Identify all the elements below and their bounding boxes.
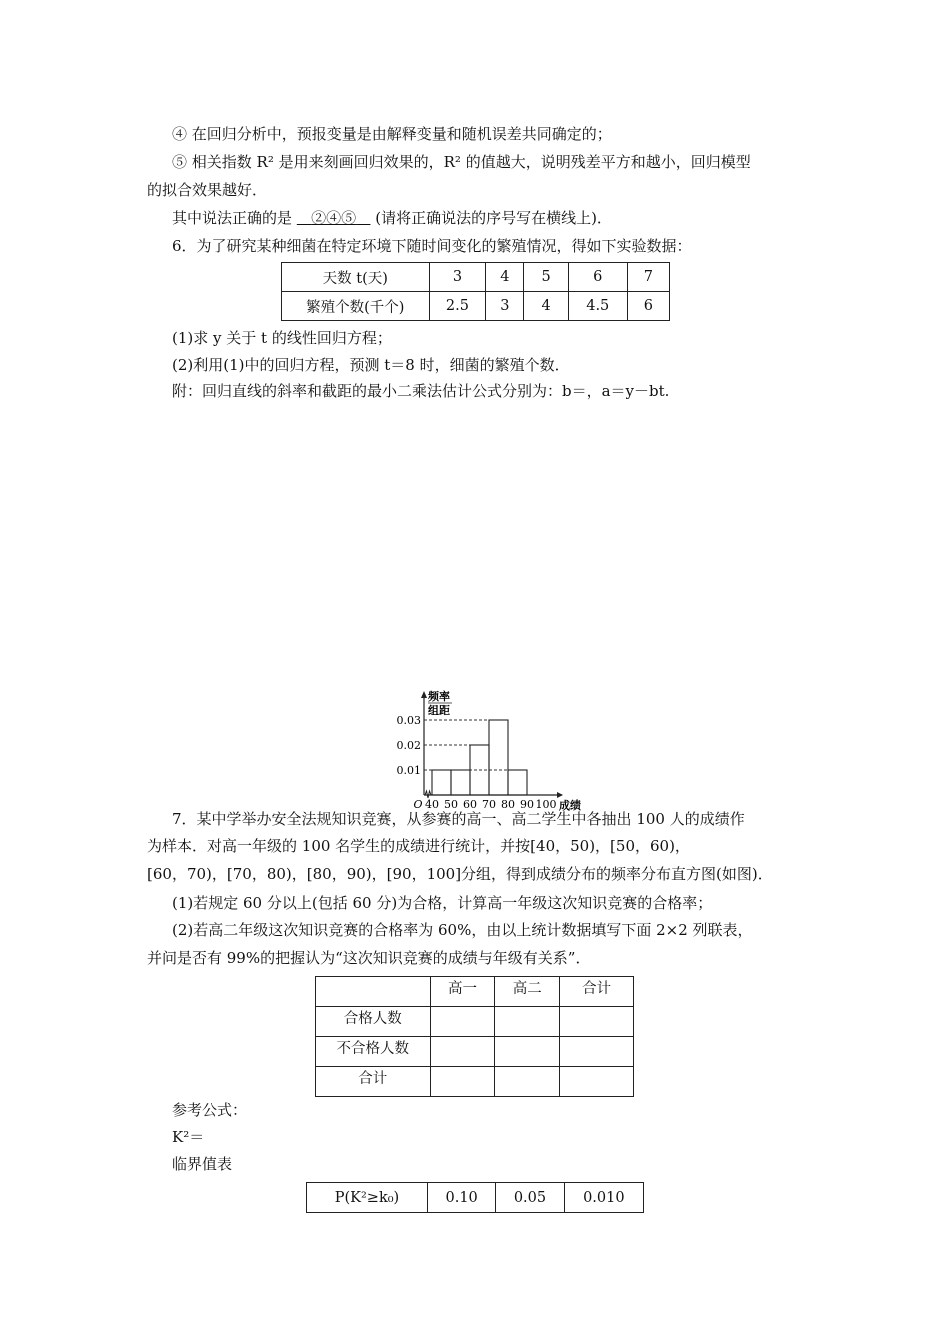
answer-value: ②④⑤ <box>311 209 357 227</box>
q6-cell: 7 <box>627 263 669 292</box>
x-tick-label: 60 <box>463 798 477 811</box>
q7-part2-line2: 并问是否有 99%的把握认为“这次知识竞赛的成绩与年级有关系”． <box>147 949 591 967</box>
q6-cell: 2.5 <box>429 292 486 321</box>
x-tick-label: 90 <box>520 798 534 811</box>
contingency-header: 高一 <box>430 977 495 1007</box>
q6-cell: 3 <box>429 263 486 292</box>
critical-value-table <box>306 1182 644 1213</box>
contingency-cell <box>430 1007 495 1037</box>
x-axis-arrow <box>557 792 563 798</box>
y-axis-label-numerator: 频率 <box>428 690 450 703</box>
q7-line3: [60，70)，[70，80)，[80，90)，[90，100]分组，得到成绩分布的频率分布直方图(如图)． <box>147 865 773 883</box>
critical-value: 0.05 <box>496 1183 564 1213</box>
y-tick-label: 0.01 <box>396 764 421 777</box>
q6-cell: 6 <box>568 263 627 292</box>
histogram-bar <box>489 720 508 795</box>
q6-cell: 4.5 <box>568 292 627 321</box>
x-tick-label: 50 <box>444 798 458 811</box>
q7-part2-line1: (2)若高二年级这次知识竞赛的合格率为 60%，由以上统计数据填写下面 2×2 列联表， <box>172 921 753 939</box>
q6-cell: 5 <box>524 263 568 292</box>
answer-line <box>172 208 612 228</box>
q6-cell: 4 <box>524 292 568 321</box>
critical-value: 0.010 <box>564 1183 643 1213</box>
histogram-bar <box>508 770 527 795</box>
y-axis-arrow <box>421 691 427 698</box>
statement-5-line1: ⑤ 相关指数 R² 是用来刻画回归效果的，R² 的值越大，说明残差平方和越小，回归模型 <box>172 153 751 171</box>
q6-appendix: 附：回归直线的斜率和截距的最小二乘法估计公式分别为：b＝，a＝y－bt. <box>172 382 670 400</box>
contingency-cell <box>430 1037 495 1067</box>
histogram-bar <box>451 770 470 795</box>
q6-cell: 6 <box>627 292 669 321</box>
contingency-cell <box>495 1007 560 1037</box>
contingency-row-label: 合格人数 <box>316 1007 431 1037</box>
answer-suffix: (请将正确说法的序号写在横线上)． <box>375 209 612 227</box>
critical-value: 0.10 <box>427 1183 495 1213</box>
critical-table-title: 临界值表 <box>172 1155 233 1173</box>
q7-line2: 为样本．对高一年级的 100 名学生的成绩进行统计，并按[40，50)，[50，60)， <box>147 837 690 855</box>
contingency-header: 合计 <box>560 977 634 1007</box>
y-tick-label: 0.03 <box>396 714 421 727</box>
x-tick-label: 80 <box>501 798 515 811</box>
answer-prefix: 其中说法正确的是 <box>172 209 293 227</box>
q6-row1-label: 天数 t(天) <box>282 263 430 292</box>
y-tick-label: 0.02 <box>396 739 421 752</box>
frequency-histogram <box>392 690 592 815</box>
q6-stem: 6．为了研究某种细菌在特定环境下随时间变化的繁殖情况，得如下实验数据： <box>172 237 692 255</box>
q6-data-table <box>281 262 670 321</box>
contingency-row-label: 不合格人数 <box>316 1037 431 1067</box>
contingency-cell <box>560 1007 634 1037</box>
x-tick-label: 70 <box>482 798 496 811</box>
contingency-cell <box>430 1067 495 1097</box>
contingency-header: 高二 <box>495 977 560 1007</box>
origin-label: O <box>413 798 423 811</box>
q6-cell: 3 <box>486 292 524 321</box>
contingency-table <box>315 976 634 1097</box>
contingency-cell <box>560 1067 634 1097</box>
critical-label: P(K²≥k₀) <box>307 1183 428 1213</box>
x-axis-label: 成绩 <box>559 799 581 812</box>
answer-blank <box>297 209 371 227</box>
ref-formula-label: 参考公式： <box>172 1101 248 1119</box>
k2-formula: K²＝ <box>172 1128 205 1146</box>
histogram-bar <box>432 770 451 795</box>
q6-part1: (1)求 y 关于 t 的线性回归方程； <box>172 329 392 347</box>
x-tick-label: 100 <box>535 798 557 811</box>
q7-line1: 7．某中学举办安全法规知识竞赛，从参赛的高一、高二学生中各抽出 100 人的成绩作 <box>172 810 745 828</box>
y-axis-label-denominator: 组距 <box>428 704 450 717</box>
contingency-cell <box>560 1037 634 1067</box>
contingency-cell <box>495 1037 560 1067</box>
q6-part2: (2)利用(1)中的回归方程，预测 t＝8 时，细菌的繁殖个数． <box>172 356 570 374</box>
contingency-corner <box>316 977 431 1007</box>
q6-cell: 4 <box>486 263 524 292</box>
x-tick-label: 40 <box>425 798 439 811</box>
statement-4: ④ 在回归分析中，预报变量是由解释变量和随机误差共同确定的； <box>172 125 612 143</box>
contingency-cell <box>495 1067 560 1097</box>
q6-row2-label: 繁殖个数(千个) <box>282 292 430 321</box>
contingency-row-label: 合计 <box>316 1067 431 1097</box>
statement-5-line2: 的拟合效果越好． <box>147 181 268 199</box>
q7-part1: (1)若规定 60 分以上(包括 60 分)为合格，计算高一年级这次知识竞赛的合格率； <box>172 894 713 912</box>
